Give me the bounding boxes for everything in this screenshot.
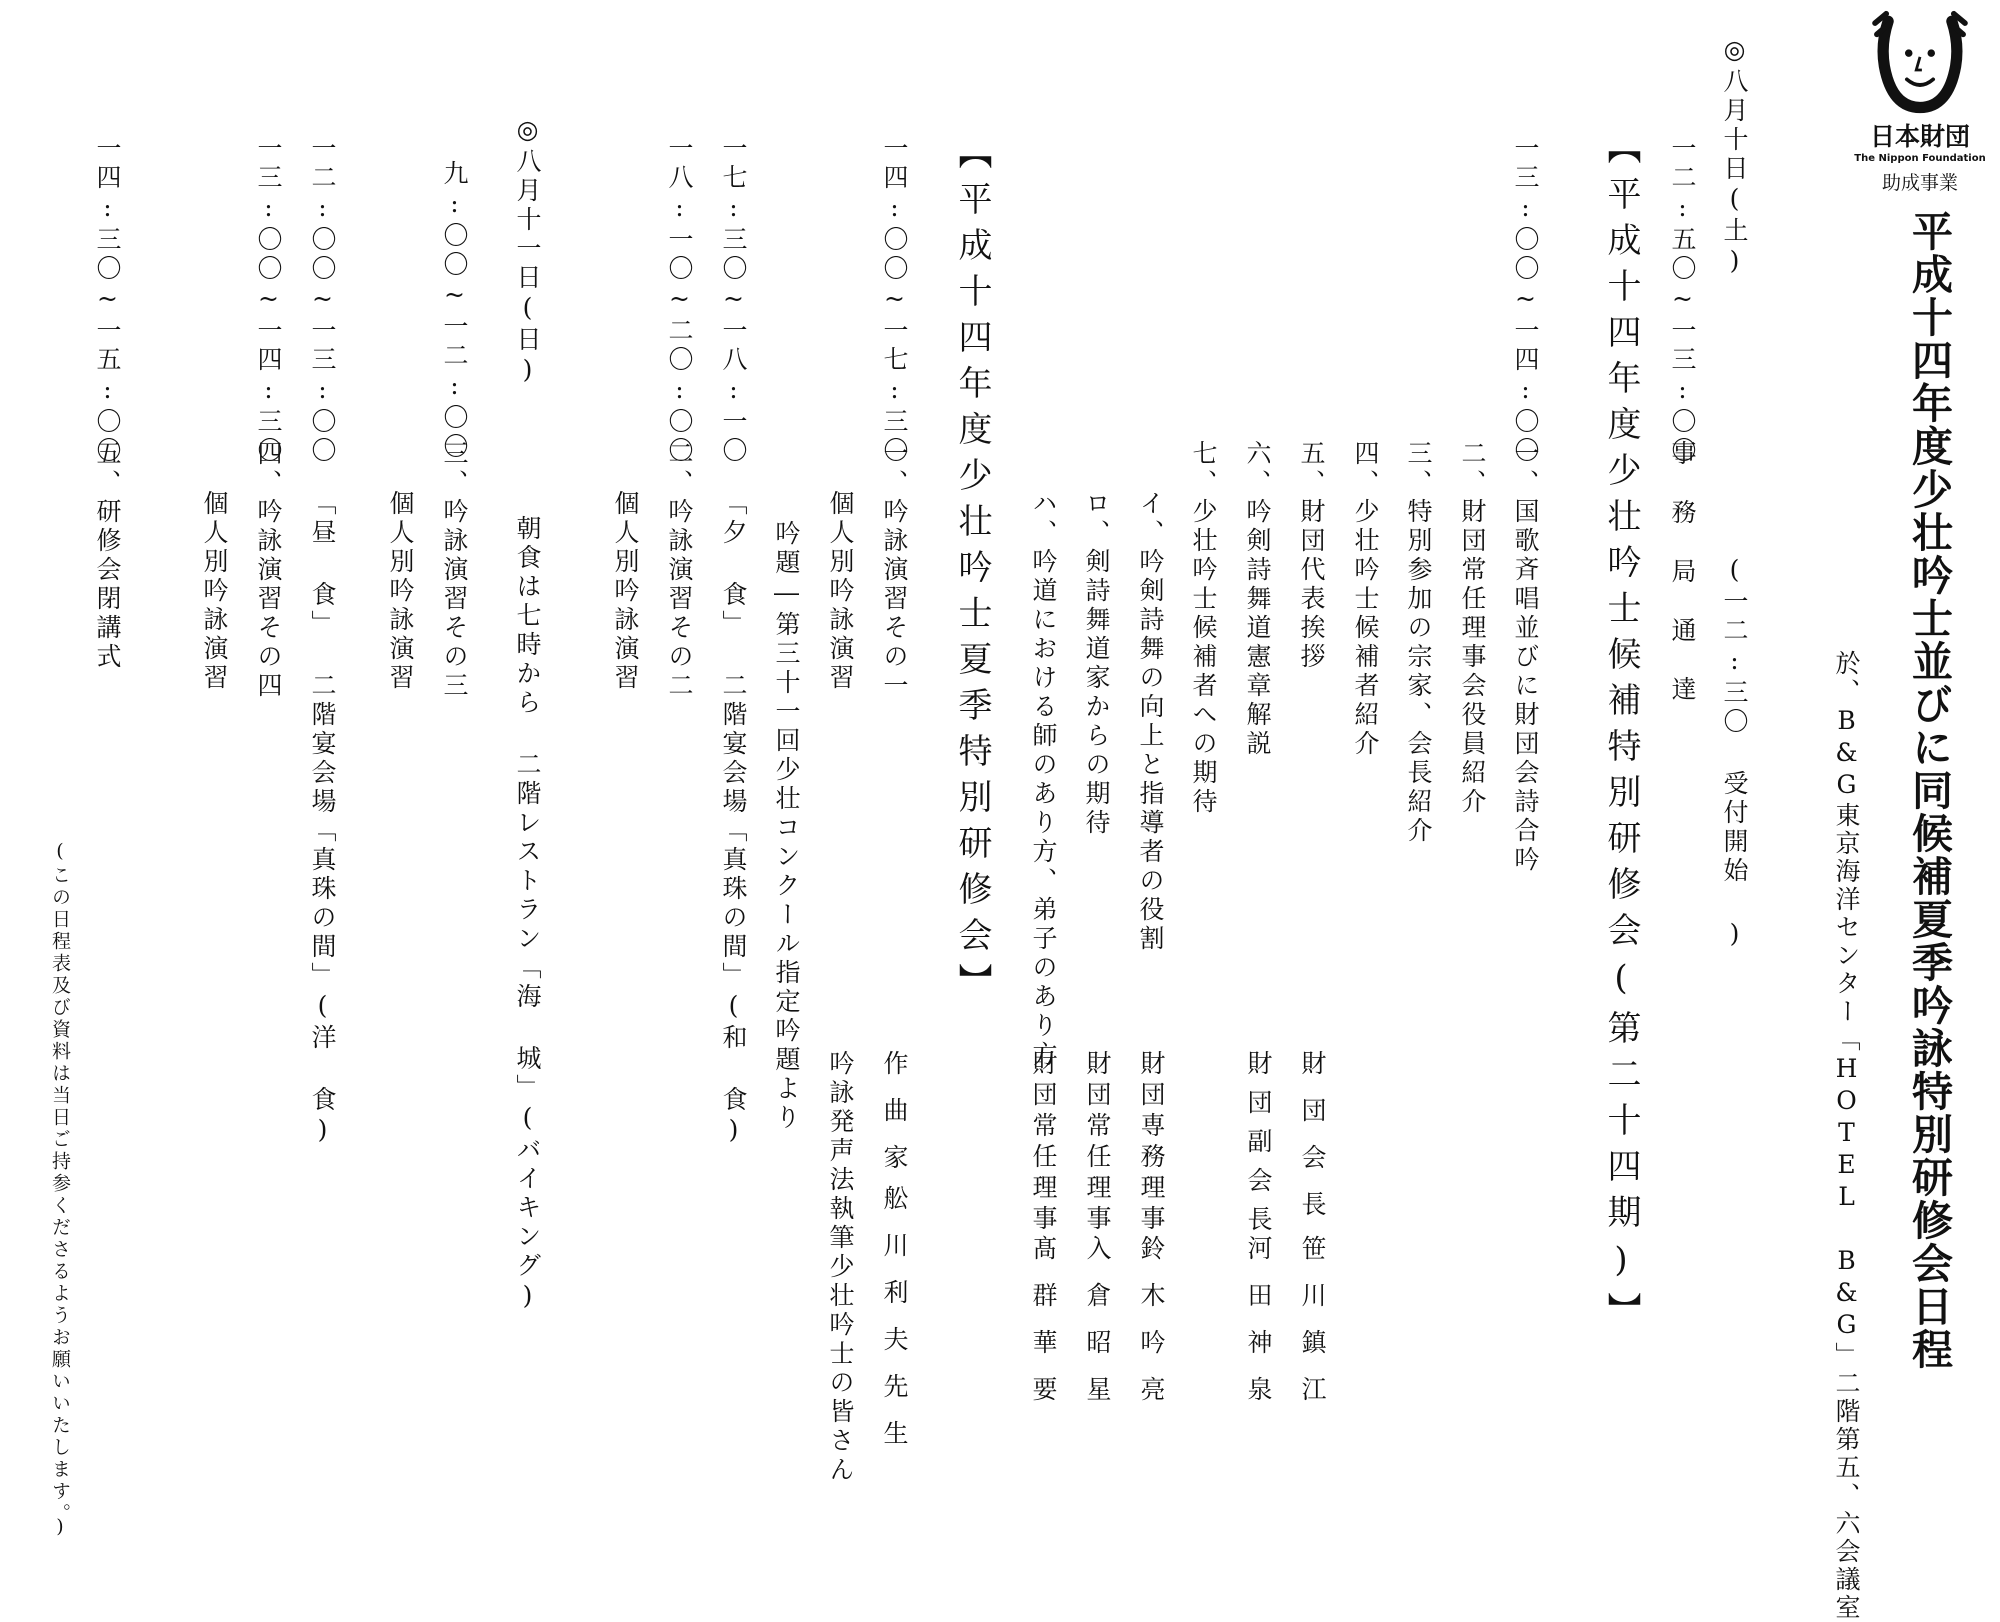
section1-subitem: ハ、吟道における師のあり方、弟子のあり方 <box>1029 490 1058 1070</box>
section2-time: 一七:三〇~一八:一〇 <box>719 135 748 466</box>
speaker-role: 財団副会長 <box>1244 1050 1273 1245</box>
section1-time: 一三:〇〇~一四:〇〇 <box>1511 135 1540 466</box>
logo-name: 日本財団 <box>1869 122 1970 151</box>
day2-text: 個人別吟詠演習 <box>386 490 415 693</box>
speaker-role: 財団会長 <box>1298 1050 1327 1238</box>
section1-item: 三、特別参加の宗家、会長紹介 <box>1404 440 1433 846</box>
day1-reception: (一二:三〇 受付開始 ) <box>1720 555 1749 952</box>
section2-time: 一八:一〇~二〇:〇〇 <box>665 135 694 466</box>
instructor-name: 舩川利夫先生 <box>880 1185 909 1467</box>
instructor-role: 作曲家 <box>880 1050 909 1191</box>
section2-text: 一、吟詠演習その一 <box>880 440 909 701</box>
day2-time: 一二:〇〇~一三:〇〇 <box>308 135 337 466</box>
document-title: 平成十四年度少壮吟士並びに同候補夏季吟詠特別研修会日程 <box>1905 210 1953 1371</box>
section1-item: 六、吟剣詩舞道憲章解説 <box>1243 440 1272 759</box>
section2-text: 個人別吟詠演習 <box>611 490 640 693</box>
section1-item: 二、財団常任理事会役員紹介 <box>1458 440 1487 817</box>
section1-subitem: ロ、剣詩舞道家からの期待 <box>1082 490 1111 838</box>
section2-text: 吟題―第三十一回少壮コンクール指定吟題より <box>772 520 801 1133</box>
section2-text: 二、吟詠演習その二 <box>665 440 694 701</box>
day2-text: 三、吟詠演習その三 <box>440 440 469 701</box>
day2-time: 一三:〇〇~一四:三〇 <box>254 135 283 466</box>
venue: 於、B&G東京海洋センター「HOTEL B&G」二階第五、六会議室 <box>1832 650 1861 1622</box>
speaker-role: 財団専務理事 <box>1137 1050 1166 1236</box>
instructor-note: 吟詠発声法執筆少壮吟士の皆さん <box>826 1050 855 1485</box>
section2-time: 一四:〇〇~一七:三〇 <box>880 135 909 466</box>
section1-item: 五、財団代表挨拶 <box>1297 440 1326 672</box>
nippon-foundation-logo <box>1850 10 1990 195</box>
day2-text: 個人別吟詠演習 <box>200 490 229 693</box>
speaker-name: 髙群華要 <box>1029 1235 1058 1423</box>
day2-text: 「昼 食」 二階宴会場「真珠の間」(洋 食) <box>308 490 337 1148</box>
grant-label: 助成事業 <box>1881 172 1958 194</box>
section1-item: 一、国歌斉唱並びに財団会詩合吟 <box>1511 440 1540 875</box>
day2-text: 四、吟詠演習その四 <box>254 440 283 701</box>
day1-notice-time: 一二:五〇~一三:〇〇 <box>1668 135 1697 466</box>
day2-breakfast: 朝食は七時から 二階レストラン「海 城」(バイキング) <box>513 515 542 1314</box>
section1-item: 七、少壮吟士候補者への期待 <box>1189 440 1218 817</box>
section2-heading: 【平成十四年度少壮吟士夏季特別研修会】 <box>952 135 992 1009</box>
day2-date: ◎八月十一日(日) <box>513 115 542 388</box>
speaker-name: 鈴木吟亮 <box>1137 1235 1166 1423</box>
day1-date: ◎八月十日(土) <box>1720 35 1749 279</box>
logo-english: The Nippon Foundation <box>1854 153 1986 164</box>
day1-notice-label: 事務局通達 <box>1668 440 1697 735</box>
day2-time: 九:〇〇~一二:〇〇 <box>440 160 469 462</box>
section1-heading: 【平成十四年度少壮吟士候補特別研修会(第二十四期)】 <box>1601 130 1641 1338</box>
speaker-role: 財団常任理事 <box>1029 1050 1058 1236</box>
section2-text: 「夕 食」 二階宴会場「真珠の間」(和 食) <box>719 490 748 1148</box>
speaker-name: 笹川鎮江 <box>1298 1235 1327 1423</box>
speaker-role: 財団常任理事 <box>1083 1050 1112 1236</box>
speaker-name: 入倉昭星 <box>1083 1235 1112 1423</box>
day2-time: 一四:三〇~一五:〇〇 <box>93 135 122 466</box>
section1-item: 四、少壮吟士候補者紹介 <box>1351 440 1380 759</box>
smiling-face-icon <box>1864 10 1976 115</box>
speaker-name: 河田神泉 <box>1244 1235 1273 1423</box>
section1-subitem: イ、吟剣詩舞の向上と指導者の役割 <box>1136 490 1165 954</box>
footer-note: (この日程表及び資料は当日ご持参くださるようお願いいたします。) <box>49 840 71 1541</box>
section2-text: 個人別吟詠演習 <box>826 490 855 693</box>
day2-text: 五、研修会閉講式 <box>93 440 122 672</box>
